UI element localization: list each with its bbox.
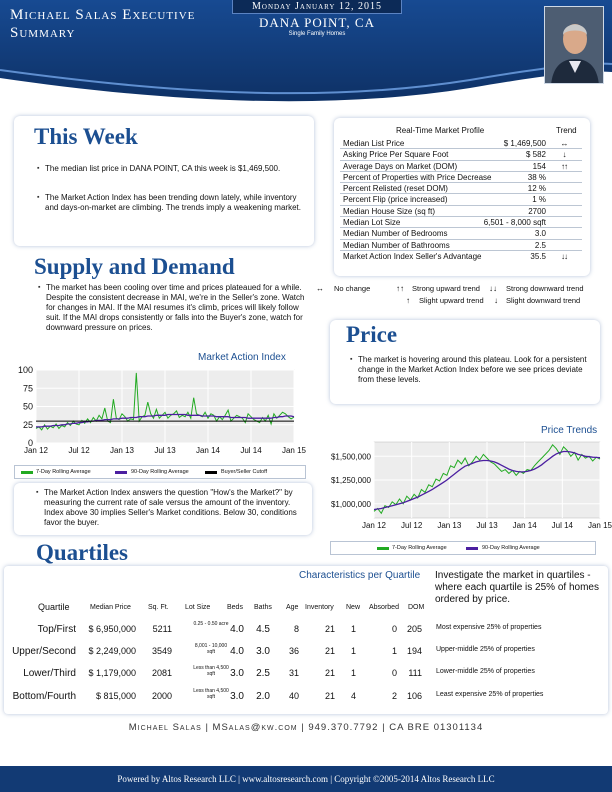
- market-profile-row: [340, 149, 582, 160]
- market-profile-label: Average Days on Market (DOM): [343, 161, 458, 171]
- q-head-new: New: [346, 604, 361, 611]
- x-tick-label: Jan 14: [512, 521, 537, 530]
- market-profile-label: Median List Price: [343, 139, 405, 148]
- price-chart-title: Price Trends: [541, 425, 598, 436]
- legend-swatch-90day: [115, 471, 127, 474]
- quartile-price: $ 1,179,000: [88, 668, 136, 678]
- this-week-mai-text: ▪ The Market Action Index has been trending down lately, while inventory and days-on-market are climbing. The trends imply a weakening market.: [45, 193, 305, 213]
- quartile-lot: Less than 4,500 sqft: [193, 665, 229, 677]
- price-legend-7day-label: 7-Day Rolling Average: [392, 545, 447, 551]
- no-change-icon: ↔: [316, 284, 324, 293]
- y-tick-label: 100: [17, 365, 33, 375]
- x-tick-label: Jan 15: [281, 446, 307, 455]
- quartile-absorbed: 0: [391, 624, 397, 634]
- x-tick-label: Jan 13: [109, 446, 135, 455]
- quartile-baths: 3.0: [256, 646, 270, 657]
- price-title: Price: [346, 322, 398, 347]
- price-legend-swatch-90day: [466, 547, 478, 550]
- report-date: Monday January 12, 2015: [232, 0, 402, 14]
- market-profile-label: Median Number of Bedrooms: [343, 229, 448, 239]
- market-profile-table: [340, 138, 582, 262]
- price-legend-swatch-7day: [377, 547, 389, 550]
- quartiles-chart-header: Characteristics per Quartile: [299, 570, 421, 581]
- market-profile-value: 2.5: [534, 240, 546, 250]
- legend-strong-up: Strong upward trend: [412, 284, 480, 293]
- market-profile-label: Median House Size (sq ft): [343, 206, 436, 216]
- strong-down-icon: ↓↓: [489, 284, 497, 293]
- market-profile-label: Median Lot Size: [343, 218, 401, 228]
- mai-chart-legend: [14, 465, 306, 479]
- legend-slight-up: Slight upward trend: [419, 296, 484, 305]
- quartile-absorbed: 1: [391, 646, 397, 656]
- quartiles-title: Quartiles: [36, 540, 128, 565]
- quartile-sqft: 2081: [151, 668, 172, 678]
- strong-up-icon: ↑↑: [396, 284, 404, 293]
- market-profile-row: [340, 228, 582, 239]
- quartile-beds: 3.0: [230, 691, 244, 702]
- quartile-description: Upper-middle 25% of properties: [436, 646, 535, 653]
- legend-swatch-7day: [21, 471, 33, 474]
- legend-90day-label: 90-Day Rolling Average: [131, 469, 189, 475]
- quartile-dom: 111: [408, 668, 422, 678]
- quartile-absorbed: 2: [391, 691, 397, 701]
- q-head-price: Median Price: [90, 604, 131, 611]
- x-tick-label: Jan 12: [361, 521, 387, 530]
- property-type: Single Family Homes: [288, 31, 346, 37]
- supply-demand-title: Supply and Demand: [34, 254, 235, 279]
- market-profile-label: Percent Relisted (reset DOM): [343, 184, 448, 194]
- quartile-baths: 2.0: [256, 691, 270, 702]
- market-profile-row: [340, 194, 582, 205]
- price-text: ▪ The market is hovering around this plateau. Look for a persistent change in the Market Action Index before we see prices deviate from these levels.: [358, 355, 594, 385]
- market-profile-value: 35.5: [530, 251, 546, 261]
- price-legend-90day-label: 90-Day Rolling Average: [482, 545, 540, 551]
- legend-no-change: No change: [334, 284, 371, 293]
- quartile-inventory: 21: [324, 646, 335, 656]
- quartile-lot: 8,001 - 10,000 sqft: [194, 643, 228, 655]
- slight-up-icon: ↑: [406, 296, 410, 305]
- trend-arrow-icon: ↓: [562, 150, 566, 160]
- quartile-inventory: 21: [324, 691, 335, 701]
- legend-cutoff-label: Buyer/Seller Cutoff: [221, 469, 268, 475]
- trend-legend: [316, 284, 606, 308]
- quartile-new: 4: [350, 691, 356, 701]
- quartile-name: Upper/Second: [12, 646, 76, 657]
- q-head-inventory: Inventory: [305, 604, 334, 611]
- quartile-age: 40: [288, 691, 299, 701]
- market-profile-row: [340, 183, 582, 194]
- market-profile-title: Real-Time Market Profile: [396, 126, 485, 135]
- x-tick-label: Jul 12: [68, 446, 90, 455]
- price-chart-legend: [330, 541, 596, 555]
- footer-contact: Michael Salas | MSalas@kw.com | 949.370.7792 | CA BRE 01301134: [128, 722, 484, 733]
- city-name: DANA POINT, CA: [259, 15, 375, 30]
- quartile-new: 1: [350, 624, 356, 634]
- q-head-beds: Beds: [227, 604, 243, 611]
- legend-slight-down: Slight downward trend: [506, 296, 581, 305]
- mai-chart: [0, 362, 310, 470]
- quartile-baths: 2.5: [256, 668, 270, 679]
- market-profile-row: [340, 251, 582, 262]
- market-profile-row: [340, 138, 582, 149]
- market-profile-row: [340, 240, 582, 251]
- y-tick-label: $1,250,000: [330, 476, 371, 485]
- quartile-new: 1: [350, 646, 356, 656]
- quartile-sqft: 3549: [151, 646, 172, 656]
- quartile-price: $ 6,950,000: [88, 624, 136, 634]
- y-tick-label: 50: [22, 401, 33, 412]
- quartile-description: Least expensive 25% of properties: [436, 691, 544, 698]
- market-profile-label: Asking Price Per Square Foot: [343, 150, 449, 160]
- market-profile-row: [340, 217, 582, 228]
- slight-down-icon: ↓: [494, 296, 498, 305]
- x-tick-label: Jan 15: [587, 521, 612, 530]
- quartiles-intro: Investigate the market in quartiles - where each quartile is 25% of homes ordered by price.: [435, 570, 599, 605]
- legend-7day-label: 7-Day Rolling Average: [36, 469, 91, 475]
- agent-photo: [544, 6, 604, 84]
- market-profile-label: Market Action Index Seller's Advantage: [343, 251, 482, 261]
- market-profile-row: [340, 172, 582, 183]
- quartile-age: 31: [288, 668, 299, 678]
- quartile-beds: 3.0: [230, 668, 244, 679]
- quartile-beds: 4.0: [230, 624, 244, 635]
- market-profile-value: 6,501 - 8,000 sqft: [483, 218, 546, 228]
- quartile-age: 8: [293, 624, 299, 634]
- market-profile-value: 1 %: [532, 195, 546, 205]
- y-tick-label: 0: [27, 438, 33, 448]
- x-tick-label: Jan 12: [23, 446, 49, 455]
- y-tick-label: 25: [22, 419, 33, 430]
- q-head-age: Age: [286, 604, 299, 611]
- q-head-absorbed: Absorbed: [369, 604, 399, 611]
- y-tick-label: $1,000,000: [330, 499, 371, 509]
- y-tick-label: $1,500,000: [330, 452, 371, 462]
- quartile-name: Bottom/Fourth: [12, 691, 76, 702]
- this-week-title: This Week: [34, 124, 138, 149]
- x-tick-label: Jan 14: [195, 446, 221, 455]
- footer-powered: Powered by Altos Research LLC | www.altosresearch.com | Copyright ©2005-2014 Altos Research LLC: [117, 774, 495, 784]
- x-tick-label: Jul 13: [476, 521, 498, 530]
- mai-chart-title: Market Action Index: [198, 352, 286, 363]
- quartile-price: $ 815,000: [95, 691, 136, 701]
- report-title-line1: Michael Salas Executive: [10, 7, 196, 23]
- market-profile-value: 2700: [528, 206, 546, 216]
- report-title-line2: Summary: [10, 25, 76, 41]
- market-profile-value: 12 %: [527, 184, 546, 194]
- footer-bar: [0, 766, 612, 792]
- quartile-price: $ 2,249,000: [88, 646, 136, 656]
- quartile-name: Lower/Third: [23, 668, 76, 679]
- this-week-price-text: ▪ The median list price in DANA POINT, CA this week is $1,469,500.: [45, 164, 305, 174]
- x-tick-label: Jan 13: [437, 521, 462, 530]
- q-head-dom: DOM: [408, 604, 425, 611]
- report-title: [10, 6, 195, 42]
- x-tick-label: Jul 14: [240, 446, 262, 455]
- quartile-description: Most expensive 25% of properties: [436, 624, 542, 631]
- q-head-baths: Baths: [254, 604, 272, 611]
- q-head-sqft: Sq. Ft.: [148, 604, 169, 611]
- mai-explanation-text: ▪ The Market Action Index answers the question "How's the Market?" by measuring the current rate of sale versus the amount of the inventory. Index above 30 implies Seller's Market conditions. Below 30, conditions favor the buyer.: [44, 488, 306, 528]
- quartile-beds: 4.0: [230, 646, 244, 657]
- y-tick-label: 75: [22, 383, 33, 394]
- market-profile-value: 38 %: [527, 172, 546, 182]
- quartile-inventory: 21: [324, 668, 335, 678]
- legend-strong-down: Strong downward trend: [506, 284, 584, 293]
- quartile-dom: 205: [406, 624, 422, 634]
- quartile-description: Lower-middle 25% of properties: [436, 668, 535, 675]
- market-profile-value: $ 1,469,500: [503, 139, 546, 148]
- market-profile-value: $ 582: [525, 150, 546, 160]
- quartile-lot: 0.25 - 0.50 acre: [193, 621, 229, 627]
- market-profile-label: Percent of Properties with Price Decrease: [343, 172, 492, 182]
- quartile-dom: 106: [406, 691, 422, 701]
- quartile-sqft: 5211: [152, 624, 172, 634]
- quartile-lot: Less than 4,500 sqft: [193, 688, 229, 700]
- trend-arrow-icon: ↑↑: [561, 161, 567, 171]
- quartile-age: 36: [288, 646, 299, 656]
- quartile-sqft: 2000: [151, 691, 172, 701]
- x-tick-label: Jul 14: [551, 521, 574, 530]
- price-chart: [312, 434, 612, 534]
- header-banner: [0, 0, 612, 112]
- market-profile-row: [340, 161, 582, 172]
- quartile-baths: 4.5: [256, 624, 270, 635]
- market-profile-row: [340, 206, 582, 217]
- market-profile-label: Percent Flip (price increased): [343, 195, 448, 205]
- x-tick-label: Jul 12: [400, 521, 423, 530]
- q-head-lot: Lot Size: [185, 604, 211, 611]
- q-head-quartile: Quartile: [38, 602, 70, 612]
- market-profile-value: 3.0: [534, 229, 546, 239]
- trend-arrow-icon: ↔: [560, 139, 568, 148]
- quartile-row: [8, 689, 604, 716]
- x-tick-label: Jul 13: [154, 446, 176, 455]
- market-profile-trend-header: Trend: [556, 126, 577, 135]
- quartile-inventory: 21: [324, 624, 335, 634]
- supply-demand-text: ▪ The market has been cooling over time and prices plateaued for a while. Despite the consistent decrease in MAI, we're in the Seller's zone. Watch for changes in MAI. If the MAI resumes it's climb, prices will likely follow suit. If the MAI drops consistently or falls into the Buyer's zone, watch for downward pressure on prices.: [46, 283, 308, 333]
- legend-swatch-cutoff: [205, 471, 217, 474]
- quartile-new: 1: [350, 668, 356, 678]
- market-profile-label: Median Number of Bathrooms: [343, 240, 450, 250]
- market-profile-value: 154: [532, 161, 546, 171]
- quartile-name: Top/First: [37, 624, 76, 635]
- quartile-absorbed: 0: [391, 668, 397, 678]
- quartile-dom: 194: [406, 646, 422, 656]
- trend-arrow-icon: ↓↓: [561, 251, 567, 261]
